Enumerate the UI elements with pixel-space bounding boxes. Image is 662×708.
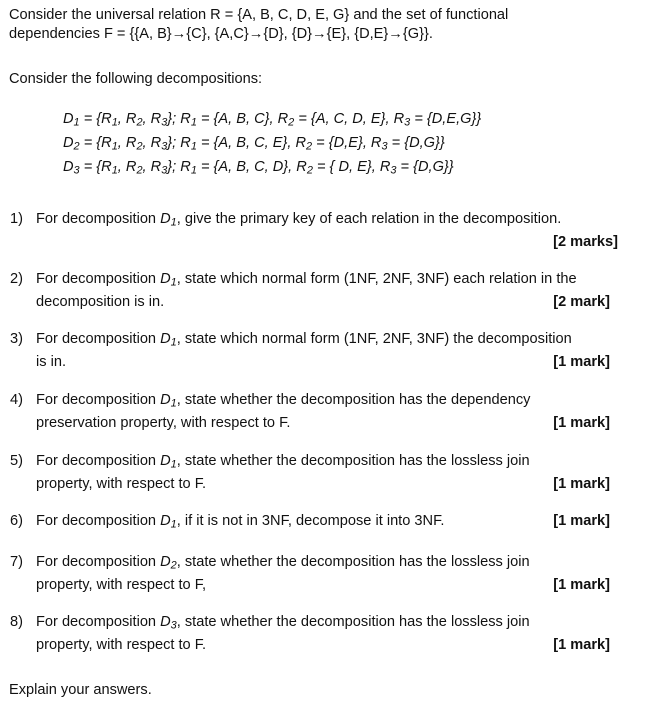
question-number: 6) — [10, 513, 23, 529]
decomposition-text: = {R — [79, 135, 112, 151]
question-marks: [1 mark] — [553, 513, 610, 529]
relation-subscript: 2 — [288, 116, 295, 129]
decomposition-text: }; R — [167, 111, 191, 127]
question-text: , state whether the decomposition has the lossless join — [176, 453, 530, 469]
decomposition-letter: D — [160, 271, 171, 287]
question-text-line-2: preservation property, with respect to F. — [36, 415, 291, 431]
relation-subscript: 3 — [161, 116, 168, 129]
decomposition-name: D — [63, 111, 74, 127]
decomposition-text: , R — [117, 159, 137, 175]
decomposition-letter: D — [160, 211, 171, 227]
decompositions-heading: Consider the following decompositions: — [9, 71, 263, 87]
question-number: 4) — [10, 392, 23, 408]
question-number: 5) — [10, 453, 23, 469]
question-text: , state whether the decomposition has the lossless join — [176, 614, 530, 630]
relation-subscript: 3 — [390, 164, 397, 177]
question-text: , if it is not in 3NF, decompose it into 3NF. — [176, 513, 445, 529]
question-number: 3) — [10, 331, 23, 347]
question-text: , give the primary key of each relation in the decomposition. — [176, 211, 562, 227]
question-text: For decomposition — [36, 331, 161, 347]
decomposition-text: , R — [117, 111, 137, 127]
decomposition-text: = {D,E}, R — [312, 135, 382, 151]
relation-subscript: 1 — [190, 164, 197, 177]
decomposition-ref — [160, 211, 177, 227]
decomposition-text: = {A, C, D, E}, R — [294, 111, 405, 127]
question-text: , state which normal form (1NF, 2NF, 3NF) the decomposition — [176, 331, 572, 347]
decomposition-text: = {R — [79, 159, 112, 175]
relation-subscript: 3 — [381, 140, 388, 153]
question-text-line-1 — [36, 210, 561, 228]
decomposition-letter: D — [160, 554, 171, 570]
decomposition-d3 — [63, 158, 454, 176]
decomposition-text: = {A, B, C, E}, R — [196, 135, 307, 151]
question-text-line-2: property, with respect to F, — [36, 577, 207, 593]
decomposition-subscript: 1 — [170, 458, 177, 471]
decomposition-ref — [160, 614, 177, 630]
question-text-line-1 — [36, 391, 530, 409]
decomposition-text: = {D,G}} — [387, 135, 445, 151]
decomposition-ref — [160, 271, 177, 287]
question-marks: [1 mark] — [553, 577, 610, 593]
question-text-line-2: property, with respect to F. — [36, 476, 207, 492]
decomposition-letter: D — [160, 513, 171, 529]
decomposition-subscript: 1 — [170, 518, 177, 531]
decomposition-ref — [160, 554, 177, 570]
decomposition-letter: D — [160, 392, 171, 408]
decomposition-text: , R — [142, 111, 162, 127]
question-text-line-2: is in. — [36, 354, 67, 370]
question-marks: [1 mark] — [553, 415, 610, 431]
question-number: 1) — [10, 211, 23, 227]
decomposition-subscript: 1 — [73, 116, 80, 129]
question-text-line-1 — [36, 553, 530, 571]
decomposition-text: = { D, E}, R — [312, 159, 391, 175]
question-number: 8) — [10, 614, 23, 630]
relation-subscript: 2 — [306, 140, 313, 153]
relation-subscript: 2 — [136, 116, 143, 129]
decomposition-text: = {D,E,G}} — [410, 111, 482, 127]
decomposition-text: = {R — [79, 111, 112, 127]
question-text: , state whether the decomposition has the dependency — [176, 392, 531, 408]
question-text-line-1 — [36, 270, 577, 288]
relation-subscript: 1 — [111, 164, 118, 177]
relation-subscript: 3 — [161, 140, 168, 153]
relation-subscript: 2 — [136, 140, 143, 153]
relation-subscript: 1 — [111, 140, 118, 153]
question-marks: [2 mark] — [553, 294, 610, 310]
decomposition-text: }; R — [167, 159, 191, 175]
relation-subscript: 1 — [190, 140, 197, 153]
intro-line-2: dependencies F = {{A, B}→{C}, {A,C}→{D}, {D}→{E}, {D,E}→{G}}. — [9, 26, 433, 42]
decomposition-letter: D — [160, 453, 171, 469]
decomposition-text: , R — [117, 135, 137, 151]
explain-instruction: Explain your answers. — [9, 682, 152, 698]
question-text-line-2: decomposition is in. — [36, 294, 165, 310]
relation-subscript: 1 — [111, 116, 118, 129]
question-text: For decomposition — [36, 614, 161, 630]
decomposition-ref — [160, 453, 177, 469]
decomposition-text: , R — [142, 159, 162, 175]
decomposition-subscript: 1 — [170, 276, 177, 289]
decomposition-text: }; R — [167, 135, 191, 151]
decomposition-subscript: 3 — [73, 164, 80, 177]
question-text: For decomposition — [36, 211, 161, 227]
decomposition-text: , R — [142, 135, 162, 151]
question-text: For decomposition — [36, 554, 161, 570]
decomposition-name: D — [63, 135, 74, 151]
question-text-line-1 — [36, 452, 530, 470]
decomposition-text: = {A, B, C}, R — [196, 111, 289, 127]
decomposition-letter: D — [160, 331, 171, 347]
decomposition-ref — [160, 392, 177, 408]
question-marks: [2 marks] — [553, 234, 618, 250]
decomposition-name: D — [63, 159, 74, 175]
question-marks: [1 mark] — [553, 637, 610, 653]
relation-subscript: 2 — [136, 164, 143, 177]
decomposition-d1 — [63, 110, 481, 128]
question-text-line-1 — [36, 330, 572, 348]
question-number: 2) — [10, 271, 23, 287]
decomposition-subscript: 1 — [170, 216, 177, 229]
question-text: , state whether the decomposition has the lossless join — [176, 554, 530, 570]
question-marks: [1 mark] — [553, 476, 610, 492]
question-marks: [1 mark] — [553, 354, 610, 370]
decomposition-ref — [160, 513, 177, 529]
relation-subscript: 3 — [404, 116, 411, 129]
question-text: For decomposition — [36, 271, 161, 287]
relation-subscript: 2 — [306, 164, 313, 177]
decomposition-text: = {D,G}} — [396, 159, 454, 175]
question-text: For decomposition — [36, 453, 161, 469]
decomposition-d2 — [63, 134, 445, 152]
decomposition-subscript: 1 — [170, 336, 177, 349]
question-text: For decomposition — [36, 392, 161, 408]
question-text-line-2: property, with respect to F. — [36, 637, 207, 653]
question-text: For decomposition — [36, 513, 161, 529]
decomposition-subscript: 1 — [170, 397, 177, 410]
intro-line-1: Consider the universal relation R = {A, B, C, D, E, G} and the set of functional — [9, 7, 509, 23]
relation-subscript: 3 — [161, 164, 168, 177]
question-text-line-1 — [36, 512, 444, 530]
question-text-line-1 — [36, 613, 530, 631]
decomposition-letter: D — [160, 614, 171, 630]
decomposition-subscript: 2 — [73, 140, 80, 153]
decomposition-ref — [160, 331, 177, 347]
decomposition-text: = {A, B, C, D}, R — [196, 159, 307, 175]
question-number: 7) — [10, 554, 23, 570]
question-text: , state which normal form (1NF, 2NF, 3NF) each relation in the — [176, 271, 577, 287]
decomposition-subscript: 2 — [170, 559, 177, 572]
relation-subscript: 1 — [190, 116, 197, 129]
decomposition-subscript: 3 — [170, 619, 177, 632]
